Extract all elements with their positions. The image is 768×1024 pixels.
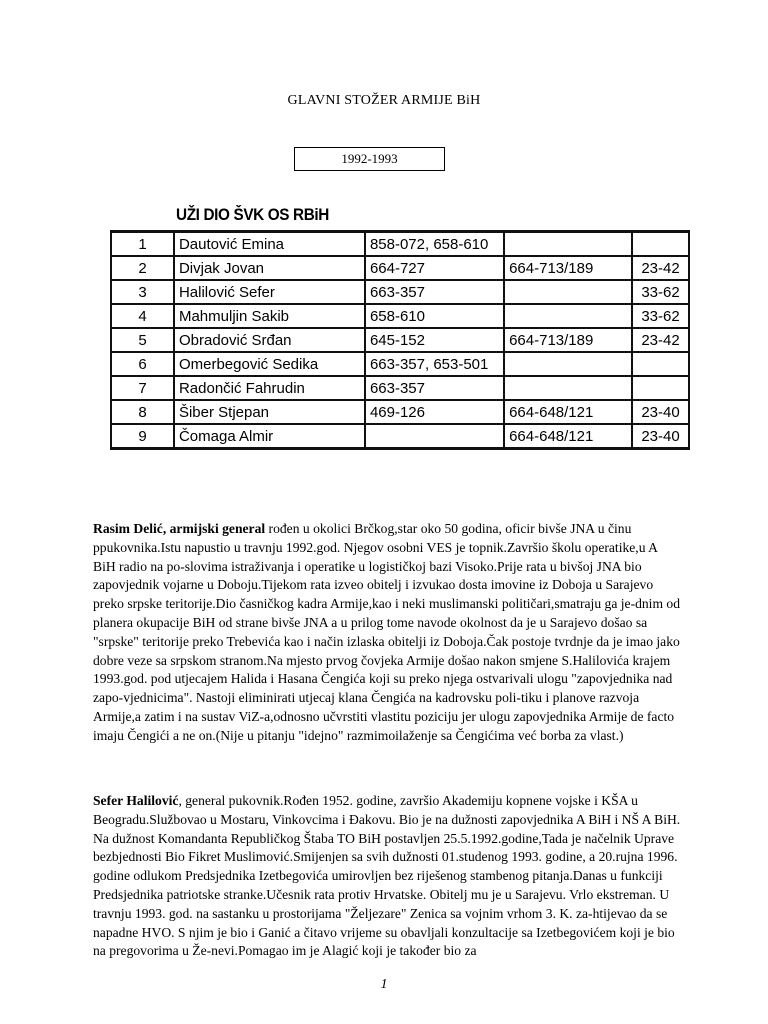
- code-cell: 33-62: [632, 304, 689, 328]
- paragraph-halilovic: [93, 792, 683, 961]
- table-row: [111, 352, 689, 376]
- table-row: [111, 376, 689, 400]
- phone-cell: [365, 424, 504, 449]
- table-row: [111, 400, 689, 424]
- person-name-cell: Dautović Emina: [174, 232, 365, 257]
- table-row: [111, 424, 689, 449]
- staff-table: [110, 230, 690, 450]
- extension-cell: 664-713/189: [504, 328, 632, 352]
- page-number: 1: [380, 977, 388, 992]
- extension-cell: [504, 304, 632, 328]
- person-name-cell: Radončić Fahrudin: [174, 376, 365, 400]
- row-number: 8: [111, 400, 174, 424]
- person-name-cell: Omerbegović Sedika: [174, 352, 365, 376]
- paragraph-delic: [93, 520, 683, 746]
- period-box: 1992-1993: [294, 147, 445, 171]
- person-name-cell: Halilović Sefer: [174, 280, 365, 304]
- person-name-cell: Mahmuljin Sakib: [174, 304, 365, 328]
- table-row: [111, 232, 689, 257]
- code-cell: 23-40: [632, 424, 689, 449]
- phone-cell: 658-610: [365, 304, 504, 328]
- phone-cell: 663-357: [365, 280, 504, 304]
- row-number: 1: [111, 232, 174, 257]
- code-cell: [632, 232, 689, 257]
- page-title: GLAVNI STOŽER ARMIJE BiH: [287, 93, 481, 108]
- code-cell: 33-62: [632, 280, 689, 304]
- row-number: 4: [111, 304, 174, 328]
- code-cell: [632, 376, 689, 400]
- person-name-cell: Šiber Stjepan: [174, 400, 365, 424]
- extension-cell: [504, 280, 632, 304]
- code-cell: [632, 352, 689, 376]
- row-number: 7: [111, 376, 174, 400]
- extension-cell: [504, 352, 632, 376]
- person-name: Sefer Halilović: [93, 793, 179, 808]
- phone-cell: 645-152: [365, 328, 504, 352]
- code-cell: 23-40: [632, 400, 689, 424]
- row-number: 9: [111, 424, 174, 449]
- row-number: 5: [111, 328, 174, 352]
- person-name-cell: Čomaga Almir: [174, 424, 365, 449]
- row-number: 2: [111, 256, 174, 280]
- table-caption: UŽI DIO ŠVK OS RBiH: [176, 205, 329, 224]
- phone-cell: 664-727: [365, 256, 504, 280]
- table-row: [111, 328, 689, 352]
- code-cell: 23-42: [632, 256, 689, 280]
- phone-cell: 663-357, 653-501: [365, 352, 504, 376]
- extension-cell: [504, 376, 632, 400]
- person-name-cell: Divjak Jovan: [174, 256, 365, 280]
- row-number: 6: [111, 352, 174, 376]
- table-row: [111, 280, 689, 304]
- extension-cell: [504, 232, 632, 257]
- row-number: 3: [111, 280, 174, 304]
- table-row: [111, 256, 689, 280]
- extension-cell: 664-648/121: [504, 424, 632, 449]
- table-row: [111, 304, 689, 328]
- paragraph-text: , general pukovnik.Rođen 1952. godine, završio Akademiju kopnene vojske i KŠA u Beogradu.Službovao u Mostaru, Vinkovcima i Đakovu. Bio je na dužnosti zapovjednika A BiH i NŠ A BiH. Na dužnost Komandanta Republičkog Štaba TO BiH postavljen 25.5.1992.godine,Tada je načelnik Uprave bezbjednosti Bio Fikret Muslimović.Smijenjen sa svih dužnosti 01.studenog 1993. godine, a 20.rujna 1996. godine odlukom Predsjednika Izetbegovića umirovljen bez riješenog stambenog pitanja.Danas u funkciji Predsjednika patriotske stranke.Učesnik rata protiv Hrvatske. Obitelj mu je u Sarajevu. Vrlo ekstreman. U travnju 1993. god. na sastanku u prostorijama "Željezare" Zenica sa vojnim vrhom 3. K. za-htijevao da se napadne HVO. S njim je bio i Ganić a čitavo vrijeme su obavljali konzultacije sa Izetbegovićem koji je bio na pregovorima u Že-nevi.Pomagao im je Alagić koji je također bio za: [93, 793, 681, 959]
- phone-cell: 663-357: [365, 376, 504, 400]
- phone-cell: 858-072, 658-610: [365, 232, 504, 257]
- person-name: Rasim Delić, armijski general: [93, 521, 266, 536]
- extension-cell: 664-648/121: [504, 400, 632, 424]
- phone-cell: 469-126: [365, 400, 504, 424]
- extension-cell: 664-713/189: [504, 256, 632, 280]
- code-cell: 23-42: [632, 328, 689, 352]
- person-name-cell: Obradović Srđan: [174, 328, 365, 352]
- paragraph-text: rođen u okolici Brčkog,star oko 50 godina, oficir bivše JNA u činu ppukovnika.Istu napustio u travnju 1992.god. Njegov osobni VES je topnik.Završio školu operatike,u A BiH radio na po-slovima istraživanja i operatike u logističkoj bazi Visoko.Prije rata u bivšoj JNA bio zapovjednik vojarne u Doboju.Tijekom rata izveo obitelj i izvukao dosta imovine iz Doboja u Sarajevo preko srpske teritorije.Dio časničkog kadra Armije,kao i neki muslimanski političari,smatraju ga je-dnim od planera okupacije BiH od strane bivše JNA a u prilog tome navode okolnost da je u Sarajevo došao sa "srpske" teritorije preko Trebevića kao i način izlaska obitelji iz Doboja.Čak postoje tvrdnje da je imao jako dobre veze sa srpskom stranom.Na mjesto prvog čovjeka Armije došao nakon smjene S.Halilovića krajem 1993.god. pod utjecajem Halida i Hasana Čengića koji su preko njega ostvarivali ulogu "zapovjednika nad zapo-vjednicima". Nastoji eliminirati utjecaj klana Čengića na kadrovsku poli-tiku i planove razvoja Armije,a zatim i na sustav ViZ-a,odnosno učvrstiti vlastitu poziciju jer ulogu zapovjednika Armije de facto imaju Čengići a ne on.(Nije u pitanju "idejno" razmimoilaženje sa Čengićima već borba za vlast.): [93, 521, 681, 743]
